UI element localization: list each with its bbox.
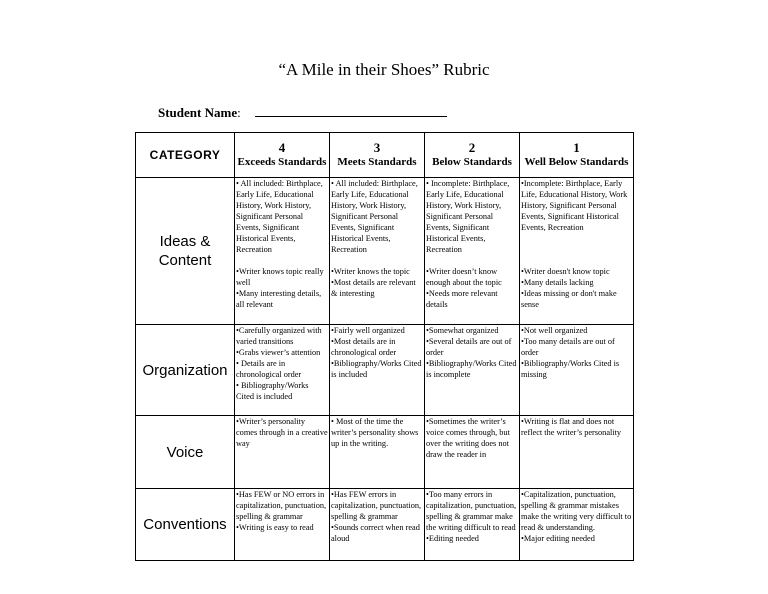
cell-ideas-4 [235,178,330,325]
category-conventions: Conventions [136,489,235,561]
cell-organization-2: •Somewhat organized •Several details are out of order •Bibliography/Works Cited is incomplete [425,325,520,416]
level-4-header [235,133,330,178]
cell-ideas-3-knowledge: •Writer knows the topic •Most details are relevant & interesting [331,267,416,298]
cell-conventions-4: •Has FEW or NO errors in capitalization, punctuation, spelling & grammar •Writing is easy to read [235,489,330,561]
level-1-number: 1 [573,140,580,155]
level-3-label: Meets Standards [337,156,417,168]
category-header: CATEGORY [136,133,235,178]
page-title: “A Mile in their Shoes” Rubric [278,60,490,79]
level-2-header [425,133,520,178]
cell-ideas-1-topics: •Incomplete: Birthplace, Early Life, Educational History, Work History, Significant Personal Events, Significant Historical Events, Recreation [521,179,628,232]
row-voice [136,416,634,489]
cell-ideas-3-topics: • All included: Birthplace, Early Life, Educational History, Work History, Significant Personal Events, Significant Historical Events, Recreation [331,179,418,254]
category-voice: Voice [136,416,235,489]
student-name-label: Student Name [158,105,238,120]
cell-ideas-4-knowledge: •Writer knows topic really well •Many interesting details, all relevant [236,267,324,309]
level-2-number: 2 [468,140,476,155]
cell-organization-4: •Carefully organized with varied transitions •Grabs viewer’s attention • Details are in chronological order • Bibliography/Works Cited is included [235,325,330,416]
level-3-header [330,133,425,178]
level-1-header [520,133,634,178]
header-row [136,133,634,178]
cell-ideas-4-topics: • All included: Birthplace, Early Life, Educational History, Work History, Significant Personal Events, Significant Historical Events, Recreation [236,179,323,254]
cell-ideas-2 [425,178,520,325]
category-ideas-content-line-1: Ideas & [159,233,211,250]
student-name-colon: : [237,105,241,120]
row-conventions [136,489,634,561]
cell-conventions-1: •Capitalization, punctuation, spelling & grammar mistakes make the writing very difficult to read & understanding. •Major editing needed [520,489,634,561]
student-name-blank [255,105,447,117]
cell-voice-1: •Writing is flat and does not reflect the writer’s personality [520,416,634,489]
cell-ideas-2-topics: • Incomplete: Birthplace, Early Life, Educational History, Work History, Significant Personal Events, Significant Historical Events, Recreation [426,179,510,254]
cell-organization-1: •Not well organized •Too many details are out of order •Bibliography/Works Cited is missing [520,325,634,416]
level-4-label: Exceeds Standards [237,156,327,168]
cell-ideas-1 [520,178,634,325]
row-ideas-content [136,178,634,325]
category-ideas-content-line-2: Content [158,252,212,269]
cell-organization-3: •Fairly well organized •Most details are in chronological order •Bibliography/Works Cited is included [330,325,425,416]
cell-ideas-1-knowledge: •Writer doesn't know topic •Many details lacking •Ideas missing or don't make sense [521,267,617,309]
cell-ideas-3 [330,178,425,325]
cell-ideas-2-knowledge: •Writer doesn’t know enough about the topic •Needs more relevant details [426,267,502,309]
rubric-table [135,132,634,561]
cell-conventions-2: •Too many errors in capitalization, punctuation, spelling & grammar make the writing difficult to read •Editing needed [425,489,520,561]
level-4-number: 4 [278,140,286,155]
cell-voice-2: •Sometimes the writer’s voice comes through, but over the writing does not draw the reader in [425,416,520,489]
category-organization: Organization [136,325,235,416]
row-organization [136,325,634,416]
level-3-number: 3 [373,140,381,155]
cell-conventions-3: •Has FEW errors in capitalization, punctuation, spelling & grammar •Sounds correct when read aloud [330,489,425,561]
cell-voice-4: •Writer’s personality comes through in a creative way [235,416,330,489]
cell-voice-3: • Most of the time the writer’s personality shows up in the writing. [330,416,425,489]
level-2-label: Below Standards [432,156,512,168]
student-name-line [158,105,447,121]
category-ideas-content [136,178,235,325]
level-1-label: Well Below Standards [524,156,629,168]
